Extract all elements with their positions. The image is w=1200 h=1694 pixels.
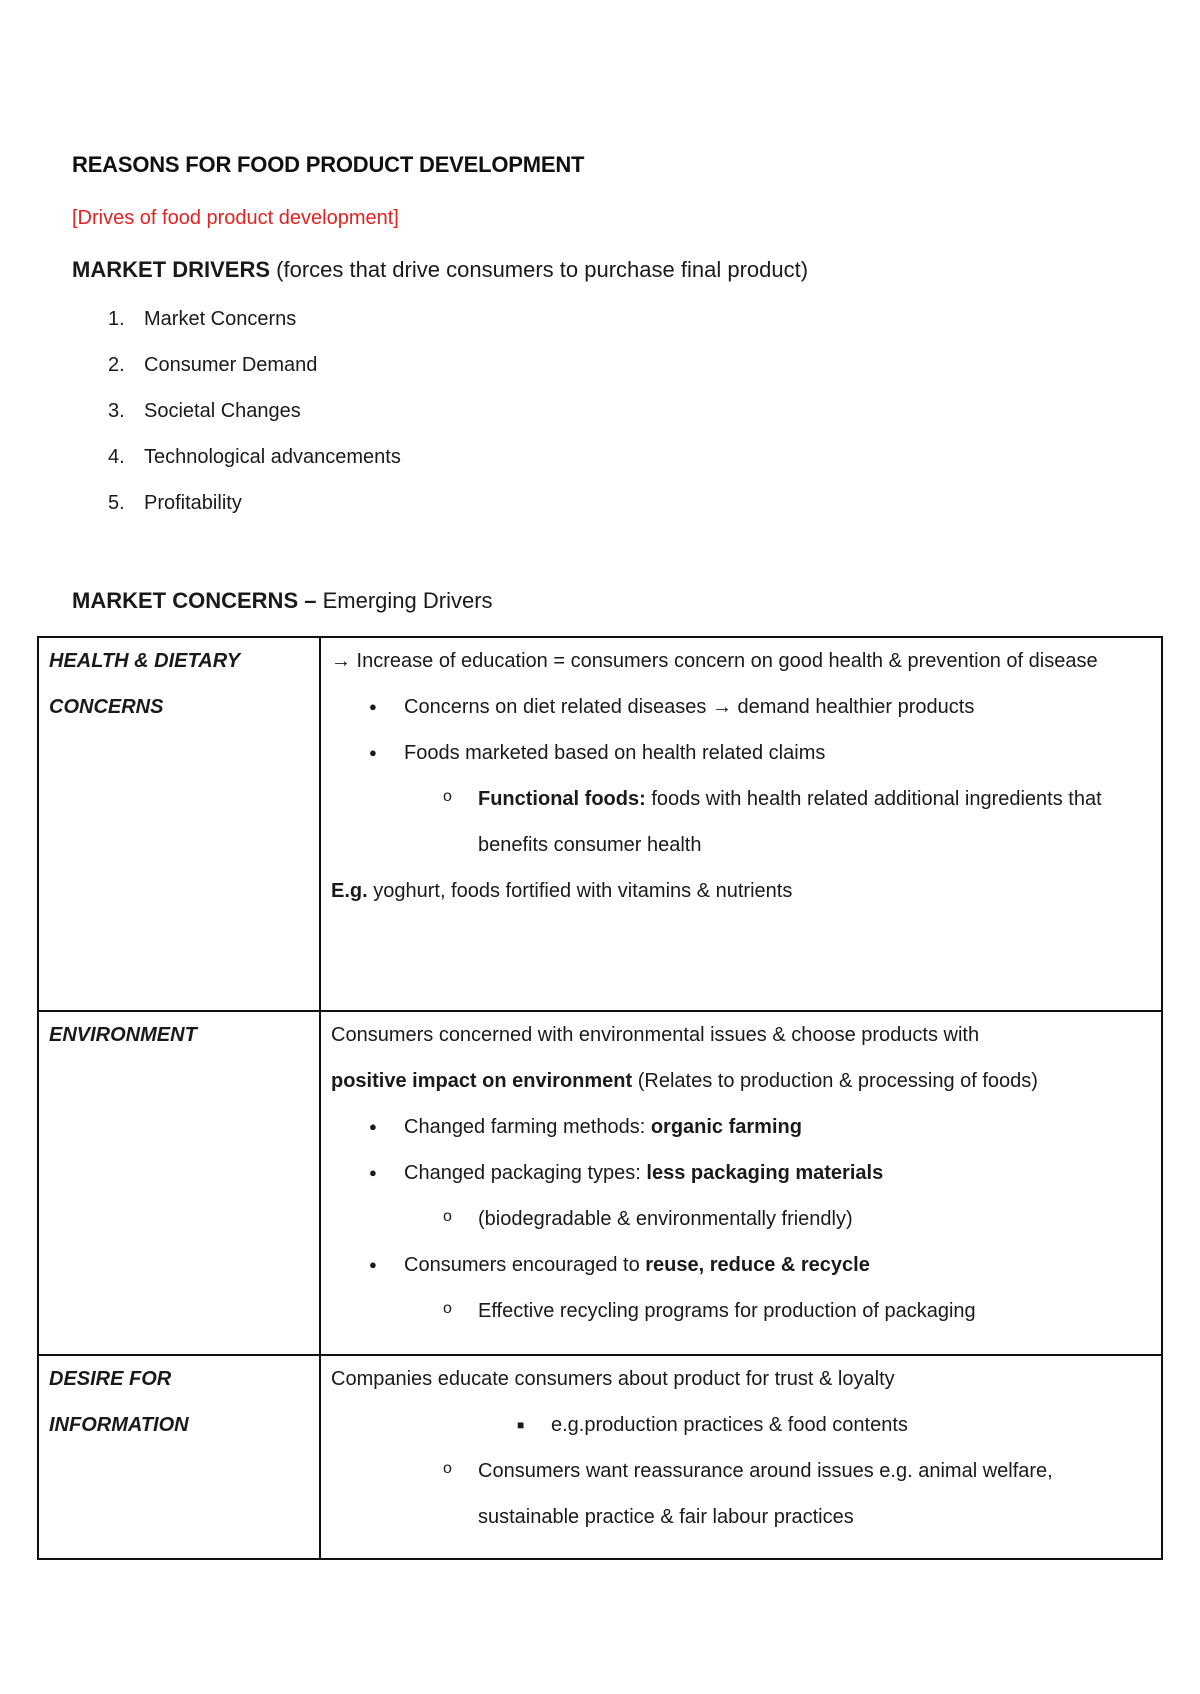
row-content [320, 1355, 1162, 1559]
row-intro: → Increase of education = consumers concern on good health & prevention of disease [331, 650, 1098, 672]
row-intro-continued [331, 1058, 1151, 1104]
market-drivers-list [108, 308, 401, 538]
list-label: Consumer Demand [144, 354, 318, 376]
list-item [108, 308, 401, 354]
bullet-item [331, 1242, 1151, 1288]
positive-impact-term: positive impact on environment [331, 1070, 633, 1092]
list-item [108, 400, 401, 446]
intro-tail: (Relates to production & processing of foods) [637, 1070, 1038, 1092]
sub-bullet-item: o (biodegradable & environmentally friendly) [331, 1196, 1151, 1242]
table-row [38, 637, 1162, 1011]
list-label: Technological advancements [144, 446, 401, 468]
page-title: REASONS FOR FOOD PRODUCT DEVELOPMENT [72, 152, 585, 177]
list-item [108, 446, 401, 492]
market-drivers-heading [72, 257, 808, 283]
list-number: 4. [108, 446, 125, 468]
sub-bullet-item [331, 776, 1151, 868]
market-concerns-table [37, 636, 1163, 1560]
list-label: Profitability [144, 492, 242, 514]
bullet-emphasis: less packaging materials [646, 1162, 884, 1184]
row-content [320, 1011, 1162, 1355]
bullet-item [331, 1104, 1151, 1150]
table-row [38, 1355, 1162, 1559]
row-label: HEALTH & DIETARY CONCERNS [38, 637, 320, 1011]
row-intro: Companies educate consumers about product for trust & loyalty [331, 1368, 895, 1390]
sub-bullet-item: o Consumers want reassurance around issues e.g. animal welfare, sustainable practice & fair labour practices [331, 1448, 1151, 1540]
bullet-item: ● Concerns on diet related diseases → demand healthier products [331, 684, 1151, 730]
bullet-text: Consumers encouraged to [404, 1254, 640, 1276]
list-number: 3. [108, 400, 125, 422]
bullet-text: Changed packaging types: [404, 1162, 641, 1184]
bullet-emphasis: organic farming [650, 1116, 802, 1138]
list-number: 2. [108, 354, 125, 376]
market-concerns-subtitle: Emerging Drivers [322, 588, 493, 613]
row-content [320, 637, 1162, 1011]
bullet-item: ● Foods marketed based on health related claims [331, 730, 1151, 776]
example-label: E.g. [331, 880, 368, 902]
bullet-item [331, 1150, 1151, 1196]
list-label: Market Concerns [144, 308, 297, 330]
list-item [108, 354, 401, 400]
row-label: DESIRE FOR INFORMATION [38, 1355, 320, 1559]
example-text: yoghurt, foods fortified with vitamins & nutrients [373, 880, 793, 902]
functional-foods-term: Functional foods: [478, 788, 646, 810]
sub-bullet-item: o Effective recycling programs for production of packaging [331, 1288, 1151, 1334]
row-intro: Consumers concerned with environmental issues & choose products with [331, 1024, 980, 1046]
market-concerns-heading [72, 588, 493, 614]
example-line [331, 868, 1151, 914]
list-number: 1. [108, 308, 125, 330]
market-concerns-title: MARKET CONCERNS – [72, 588, 317, 613]
square-bullet-item: ■ e.g.production practices & food contents [331, 1402, 1151, 1448]
row-label: ENVIRONMENT [38, 1011, 320, 1355]
bullet-emphasis: reuse, reduce & recycle [645, 1254, 870, 1276]
market-drivers-title: MARKET DRIVERS [72, 257, 271, 282]
list-item [108, 492, 401, 538]
page-subtitle: [Drives of food product development] [72, 207, 399, 229]
list-number: 5. [108, 492, 125, 514]
table-row [38, 1011, 1162, 1355]
market-drivers-description: (forces that drive consumers to purchase final product) [276, 257, 809, 282]
bullet-text: Changed farming methods: [404, 1116, 646, 1138]
functional-foods-definition: foods with health related additional ingredients that benefits consumer health [478, 788, 1102, 856]
list-label: Societal Changes [144, 400, 301, 422]
